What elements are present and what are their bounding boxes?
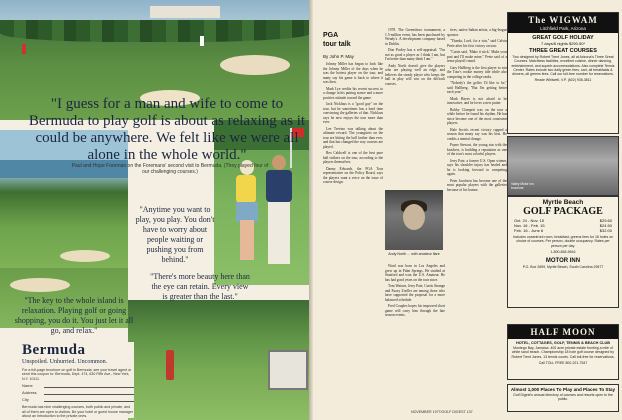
wigwam-headline: GREAT GOLF HOLIDAY — [532, 35, 594, 41]
page-gutter — [309, 0, 313, 420]
article-page — [311, 0, 622, 420]
wigwam-price: 7 days/6 nights $290.50* — [540, 41, 586, 46]
paragraph: "Nobody's the golfer I'd like to be," said Hallberg. "But I'm getting better each year." — [447, 81, 507, 94]
halfmoon-body: Montego Bay, Jamaica. 400 acre private estate fronting a mile of white sand beach. Championship 18 hole golf course designed by Robert Trent Jones, 13 tennis courts. Call toll-free for reservations. — [511, 346, 615, 359]
paragraph: tives, native Indian artists, a big-league sponsor. — [447, 28, 507, 37]
byline: By John P. May — [323, 54, 354, 59]
photo-caption: Andy North ... with amateur flare — [388, 252, 440, 256]
paragraph: Jack Nicklaus is a "good guy" on the tour, but he sometimes has a hard time convincing the galleries of that. Nicklaus says he now enjoys the tour more than ever. — [323, 102, 383, 124]
directory-title: Almost 1,000 Places To Play and Places To Stay — [510, 387, 616, 392]
andy-north-photo — [385, 190, 443, 250]
resort-pool-photo — [507, 136, 619, 196]
wigwam-location: Litchfield Park, Arizona — [508, 26, 618, 33]
clubhouse — [150, 6, 220, 18]
ads-column — [507, 12, 619, 412]
article-column-2 — [385, 28, 445, 188]
coupon-field-address[interactable]: Address — [22, 390, 134, 395]
price-row: Feb. 16 - June 6 $32.00 — [514, 228, 612, 233]
golf-course-photo-cart — [128, 300, 311, 420]
halfmoon-subtitle: HOTEL, COTTAGES, GOLF, TENNIS & BEACH CLUB — [515, 341, 610, 345]
halfmoon-title: HALF MOON — [508, 325, 618, 339]
section-title: PGA — [323, 32, 339, 39]
woman-figure — [240, 220, 254, 260]
paragraph: Hale Irwin's recent victory capped a season that many say was his best. He credits a mental change. — [447, 127, 507, 141]
myrtle-package-title: GOLF PACKAGE — [523, 206, 603, 217]
article-column-3 — [447, 28, 507, 413]
myrtle-body: Includes oceanfront room, breakfast, greens fees for 18 holes on choice of courses. Per person, double occupancy. Rates per person per day. — [512, 235, 614, 248]
pool-photo-caption: Valley Motor Inn brochure — [511, 182, 534, 191]
wigwam-title: The WIGWAM — [508, 13, 618, 26]
myrtle-inn-name: MOTOR INN — [545, 258, 581, 265]
golfer-figure — [22, 44, 26, 54]
golfer-figure — [200, 36, 204, 46]
halfmoon-phone[interactable]: Call TOLL FREE 800-221-7547 — [538, 360, 588, 365]
directory-body: Golf Digest's annual directory of courses and resorts open to the public. — [513, 393, 613, 402]
paragraph: Johnny Miller has begun to look like the Johnny Miller of the days when he was the hottest player on the tour, and many say his game is back to where it was then. — [323, 62, 383, 84]
paragraph: 1978. The Greensboro tournament, a 1.5-million event, has been purchased by Wendy's. A development company based in Dublin. — [385, 28, 445, 46]
myrtle-title: Myrtle Beach — [542, 199, 584, 206]
price-row: Oct. 24 - Nov. 15 $29.60 — [514, 218, 612, 223]
section-subtitle: tour talk — [323, 41, 351, 48]
quote-attribution: Paul and Hope Foreman on the Foremans' second visit to Bermuda. (They played four of our challenging courses.) — [71, 163, 269, 175]
paragraph: Lee Trevino was talking about the ultimate reward. The youngsters on the tour are hitting the ball farther than ever, and that has changed the way courses are played. — [323, 126, 383, 149]
article-column-2-lower — [385, 264, 445, 414]
bermuda-logo: Bermuda — [22, 342, 86, 358]
paragraph: Fred Couples hopes his improved short game will carry him through the late season events. — [385, 304, 445, 317]
main-quote: "I guess for a man and wife to come to Bermuda to play golf is about as relaxing as it could be anywhere. We felt like we were all alone in the whole world." — [28, 96, 306, 163]
paragraph: Rex Caldwell is one of the best pure ball strikers on the tour, according to the players themselves. — [323, 151, 383, 164]
half-moon-ad[interactable] — [507, 324, 619, 380]
myrtle-address: P.O. Box 2659, Myrtle Beach, South Carolina 29577 — [522, 265, 604, 270]
paragraph: Bobby Clampett was on the tour a while before he found his rhythm. He has since become one of the most consistent players. — [447, 107, 507, 125]
myrtle-price-table — [508, 217, 618, 234]
paragraph: Don Pooley has a self-appraisal: "I'm not as good a player as I think I am, but I'm better than many think I am." — [385, 48, 445, 61]
coupon-text: For a full-page brochure on golf in Bermuda, see your travel agent or send this coupon to: Bermuda, Dept. 474, 630 Fifth Ave., New York, N.Y. 10111. — [22, 368, 132, 381]
wigwam-ad[interactable] — [507, 12, 619, 134]
paragraph: Danny Edwards, the PGA Tour representative on the Policy Board, says the players want a voice on the issue of course design. — [323, 166, 383, 184]
paragraph: Mark Lye credits his recent success to a change in his putting stance and a more positive attitude toward the game. — [323, 86, 383, 100]
price-row: Nov. 16 - Feb. 15 $24.50 — [514, 223, 612, 228]
pga-tour-talk-article — [317, 14, 507, 406]
paragraph: "Curtis said, 'Make it stick.' Make your putt and I'll make mine," Peete said of a tense playoff round. — [447, 50, 507, 63]
golfer-figure — [166, 350, 174, 380]
paragraph: Payne Stewart, the young star with the knickers, is building a reputation as one of the tour's most colorful players. — [447, 143, 507, 156]
wigwam-courses-headline: THREE GREAT COURSES — [529, 48, 597, 54]
myrtle-beach-ad[interactable] — [507, 196, 619, 308]
paragraph: Andy North doesn't give the players who are playing well an edge, and believes the steady player who keeps the ball in play will win on the difficult courses. — [385, 63, 445, 86]
sand-trap — [220, 55, 290, 75]
golf-cart — [268, 350, 308, 390]
paragraph: Ward was born in Los Angeles and grew up in Palm Springs. He studied at Stanford and won the U.S. Amateur. He has had good years on the tour since. — [385, 264, 445, 282]
wigwam-body: Two designed by Robert Trent Jones, all at Arizona's Three Great Courses. Matchless facilities, excellent cuisine, dinner dancing, entertainment, and superb accommodations. Also complete Tennis Center. Rates include two daily green fees, cart, all breakfasts & dinners, all greens fees. Call our toll-free number for reservations. — [511, 55, 615, 77]
sand-trap — [10, 278, 70, 292]
paragraph: Jerry Pate, a former U.S. Open winner, says his shoulder injury has healed and he is looking forward to competing again. — [447, 158, 507, 176]
page-footer: NOVEMBER 1977/GOLF DIGEST 137 — [411, 410, 473, 414]
man-figure — [268, 202, 290, 264]
wigwam-contact: Reade Whitwell, V.P. (602) 935-3811 — [534, 78, 592, 83]
coupon-fine-print: Bermuda has nine challenging courses, both public and private, and all of them are open to visitors. Be your hotel or guest house manager about an introduction to the private ones. — [22, 405, 134, 419]
myrtle-phone[interactable]: 1-800-845-9616 — [550, 249, 576, 254]
paragraph: Gary Hallberg is the first player to win the Tour's rookie money title while also competing in the college ranks. — [447, 65, 507, 79]
quote-anytime: "Anytime you want to play, you play. You don't have to worry about people waiting or pushing you from behind." — [135, 205, 215, 264]
paragraph: Tom Watson, Jerry Pate, Curtis Strange and Fuzzy Zoeller are among those who have supported the proposal for a more balanced schedule. — [385, 284, 445, 302]
bermuda-tagline: Unspoiled. Unhurried. Uncommon. — [22, 359, 108, 365]
sand-trap — [60, 250, 110, 262]
paragraph: Mark Hayes is not afraid to be innovative, and he loves a new putter. — [447, 96, 507, 105]
article-column-1 — [323, 62, 383, 420]
paragraph: Peter Jacobsen has become one of the most popular players with the galleries because of his humor. — [447, 178, 507, 192]
paragraph: "Thanks, Lord, for a win," said Calvin Peete after his first victory on tour. — [447, 39, 507, 48]
quote-relaxation: "The key to the whole island is relaxation. Playing golf or going shopping, you do it. You just let it all go, and relax." — [14, 296, 134, 335]
coupon-field-city[interactable]: City — [22, 397, 134, 402]
coupon-field-name[interactable]: Name — [22, 383, 134, 388]
directory-ad[interactable] — [507, 384, 619, 412]
quote-beauty: "There's more beauty here than the eye can retain. Every view is greater than the last." — [150, 272, 250, 301]
tree-line — [0, 20, 311, 42]
woman-figure — [236, 175, 256, 203]
bermuda-coupon — [22, 342, 134, 418]
woman-figure — [236, 202, 258, 222]
